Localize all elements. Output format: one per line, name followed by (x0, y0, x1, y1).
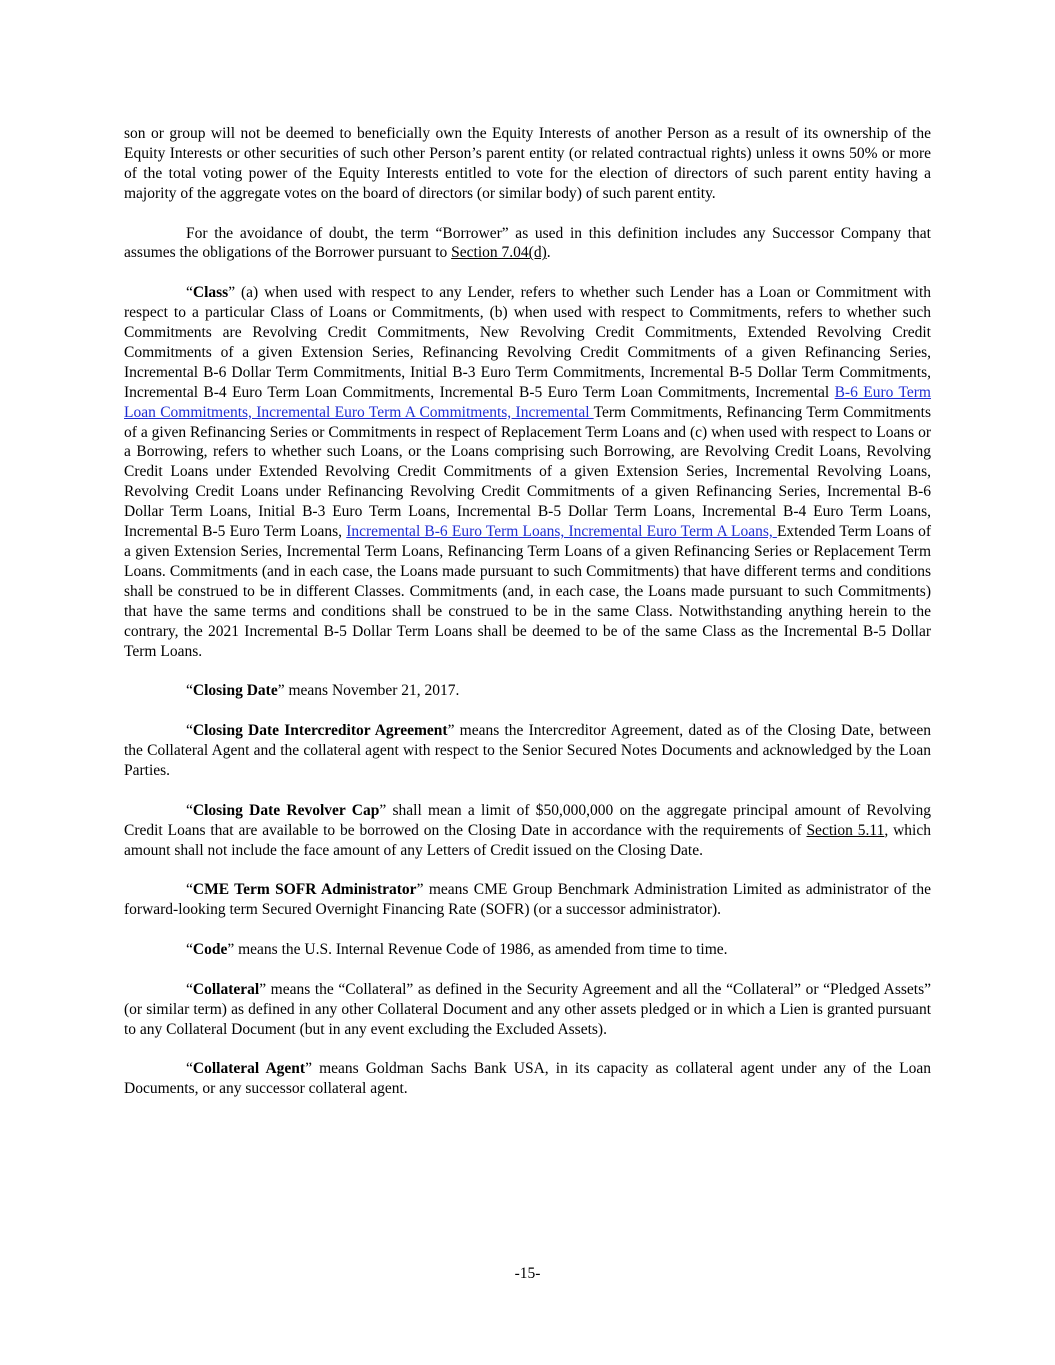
inserted-text-1: B-6 Euro Term Loan Commitments, Incremental Euro Term A Commitments, Incremental (124, 383, 931, 421)
term-collateral-agent: Collateral Agent (192, 1060, 306, 1078)
paragraph-continuation: son or group will not be deemed to beneficially own the Equity Interests of another Person as a result of its ownership of the Equity Interests or other securities of such other Person’s parent entity (or related contractual rights) unless it owns 50% or more of the total voting power of the Equity Interests entitled to vote for the election of directors of such parent entity having a majority of the aggregate votes on the board of directors (or similar body) of such parent entity. (124, 125, 931, 202)
definition-cme-term-sofr-administrator: “CME Term SOFR Administrator” means CME Group Benchmark Administration Limited as administrator of the forward-looking term Secured Overnight Financing Rate (SOFR) (or a successor administrator). (124, 881, 931, 919)
section-5-11-link[interactable]: Section 5.11 (806, 821, 885, 839)
term-collateral: Collateral (192, 980, 260, 998)
term-closing-date-intercreditor-agreement: Closing Date Intercreditor Agreement (192, 722, 448, 740)
definition-closing-date: “Closing Date” means November 21, 2017. (186, 682, 460, 700)
definition-collateral: “Collateral” means the “Collateral” as defined in the Security Agreement and all the “Collateral” or “Pledged Assets” (or similar term) as defined in any other Collateral Document and any other assets pledged or in which a Lien is granted pursuant to any Collateral Document (but in any event excluding the Excluded Assets). (124, 980, 931, 1038)
term-class: Class (192, 284, 229, 302)
definition-closing-date-intercreditor-agreement: “Closing Date Intercreditor Agreement” means the Intercreditor Agreement, dated as of the Closing Date, between the Collateral Agent and the collateral agent with respect to the Senior Secured Notes Documents and acknowledged by the Loan Parties. (124, 722, 932, 779)
paragraph-borrower-note: For the avoidance of doubt, the term “Borrower” as used in this definition includes any Successor Company that assumes the obligations of the Borrower pursuant to Section 7.04(d). (124, 224, 931, 262)
inserted-text-2: Incremental B-6 Euro Term Loans, Incremental Euro Term A Loans, (346, 523, 777, 541)
definition-code: “Code” means the U.S. Internal Revenue Code of 1986, as amended from time to time. (186, 941, 728, 959)
term-closing-date-revolver-cap: Closing Date Revolver Cap (192, 801, 380, 819)
term-cme-term-sofr-administrator: CME Term SOFR Administrator (192, 881, 417, 899)
definition-collateral-agent: “Collateral Agent” means Goldman Sachs Bank USA, in its capacity as collateral agent under any of the Loan Documents, or any successor collateral agent. (124, 1060, 931, 1098)
definition-closing-date-revolver-cap: “Closing Date Revolver Cap” shall mean a limit of $50,000,000 on the aggregate principal amount of Revolving Credit Loans that are available to be borrowed on the Closing Date in accordance with the requirements of Section 5.11, which amount shall not include the face amount of any Letters of Credit issued on the Closing Date. (124, 801, 931, 859)
definition-class: “Class” (a) when used with respect to any Lender, refers to whether such Lender has a Loan or Commitment with respect to a particular Class of Loans or Commitments, (b) when used with respect to Commitments, refers to whether such Commitments are Revolving Credit Commitments, New Revolving Credit Commitments, Extended Revolving Credit Commitments of a given Extension Series, Refinancing Revolving Credit Commitments of a given Refinancing Series, Incremental B-6 Dollar Term Commitments, Initial B-3 Euro Term Commitments, Incremental B-5 Dollar Term Commitments, Incremental B-4 Euro Term Loan Commitments, Incremental B-5 Euro Term Loan Commitments, Incremental B-6 Euro Term Loan Commitments, Incremental Euro Term A Commitments, Incremental Term Commitments, Refinancing Term Commitments of a given Refinancing Series or Commitments in respect of Replacement Term Loans and (c) when used with respect to Loans or a Borrowing, refers to whether such Loans, or the Loans comprising such Borrowing, are Revolving Credit Loans, Revolving Credit Loans under Extended Revolving Credit Commitments of a given Extension Series, Incremental Revolving Loans, Revolving Credit Loans under Refinancing Revolving Credit Commitments of a given Refinancing Series, Incremental B-6 Dollar Term Loans, Initial B-3 Euro Term Loans, Incremental B-5 Dollar Term Loans, Incremental B-4 Euro Term Loans, Incremental B-5 Euro Term Loans, Incremental B-6 Euro Term Loans, Incremental Euro Term A Loans, Extended Term Loans of a given Extension Series, Incremental Term Loans, Refinancing Term Loans of a given Refinancing Series or Replacement Term Loans. Commitments (and in each case, the Loans made pursuant to such Commitments) that have different terms and conditions shall be construed to be in different Classes. Commitments (and, in each case, the Loans made pursuant to such Commitments) that have the same terms and conditions shall be construed to be in the same Class. Notwithstanding anything herein to the contrary, the 2021 Incremental B-5 Dollar Term Loans shall be deemed to be of the same Class as the Incremental B-5 Dollar Term Loans. (124, 284, 931, 660)
term-code: Code (192, 941, 228, 959)
term-closing-date: Closing Date (192, 682, 278, 700)
section-7-04-d-link[interactable]: Section 7.04(d) (451, 244, 547, 262)
document-body (124, 124, 931, 1119)
page-number: -15- (514, 1265, 541, 1282)
